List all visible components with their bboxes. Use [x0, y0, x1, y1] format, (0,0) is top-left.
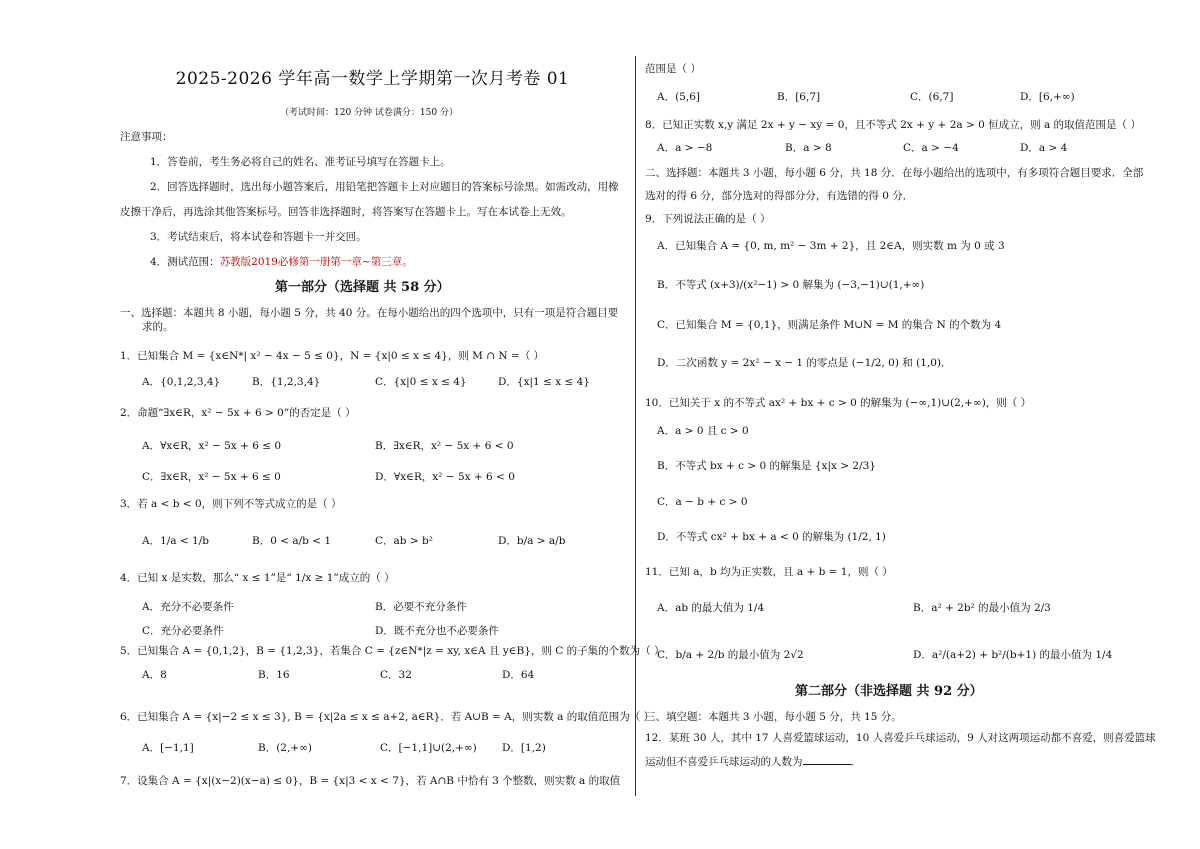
q11-option-c: C．b/a + 2/b 的最小值为 2√2 — [657, 649, 804, 661]
q7-stem-cont: 范围是（ ） — [645, 63, 701, 75]
q7-stem: 7．设集合 A = {x|(x−2)(x−a) ≤ 0}，B = {x|3 < x < 7}，若 A∩B 中恰有 3 个整数，则实数 a 的取值 — [120, 775, 621, 787]
q12-stem-cont — [645, 754, 861, 769]
q4-option-b: B．必要不充分条件 — [375, 601, 467, 613]
q11-option-b: B．a² + 2b² 的最小值为 2/3 — [913, 602, 1051, 614]
q5-stem: 5．已知集合 A = {0,1,2}，B = {1,2,3}，若集合 C = {z∈N*|z = xy, x∈A 且 y∈B}，则 C 的子集的个数为（ ） — [120, 645, 665, 657]
q5-option-a: A．8 — [142, 669, 167, 681]
q3-option-b: B．0 < a/b < 1 — [252, 535, 332, 547]
q5-option-b: B．16 — [258, 669, 290, 681]
q8-option-d: D．a > 4 — [1020, 142, 1068, 154]
q11-option-d: D．a²/(a+2) + b²/(b+1) 的最小值为 1/4 — [913, 649, 1113, 661]
section2-intro: 二、选择题：本题共 3 小题，每小题 6 分，共 18 分．在每小题给出的选项中，有多项符合题目要求．全部 — [645, 167, 1144, 179]
q10-option-b: B．不等式 bx + c > 0 的解集是 {x|x > 2/3} — [657, 460, 876, 472]
notes-heading: 注意事项： — [120, 131, 173, 143]
q3-option-d: D．b/a > a/b — [498, 535, 566, 547]
q12-stem: 12．某班 30 人，其中 17 人喜爱篮球运动，10 人喜爱乒乓球运动，9 人对这两项运动都不喜爱，则喜爱篮球 — [645, 732, 1156, 744]
column-divider — [635, 56, 636, 796]
note-3: 3．考试结束后，将本试卷和答题卡一并交回。 — [150, 231, 367, 243]
part1-intro-cont: 求的。 — [142, 321, 174, 333]
q4-stem: 4．已知 x 是实数，那么“ x ≤ 1”是“ 1/x ≥ 1”成立的（ ） — [120, 572, 395, 584]
q4-option-d: D．既不充分也不必要条件 — [375, 625, 499, 637]
q9-option-a: A．已知集合 A = {0, m, m² − 3m + 2}，且 2∈A，则实数 m 为 0 或 3 — [657, 240, 1005, 252]
q2-option-b: B．∃x∈R，x² − 5x + 6 < 0 — [375, 440, 514, 452]
q6-option-a: A．[−1,1] — [142, 742, 194, 754]
q8-option-c: C．a > −4 — [903, 142, 959, 154]
q11-option-a: A．ab 的最大值为 1/4 — [657, 602, 765, 614]
q6-option-c: C．[−1,1]∪(2,+∞) — [380, 742, 477, 754]
part1-title: 第一部分（选择题 共 58 分） — [275, 280, 450, 295]
part1-intro: 一、选择题：本题共 8 小题，每小题 5 分，共 40 分。在每小题给出的四个选项中，只有一项是符合题目要 — [120, 307, 619, 319]
q6-option-d: D．[1,2) — [502, 742, 546, 754]
section2-intro-cont: 选对的得 6 分，部分选对的得部分分，有选错的得 0 分． — [645, 190, 914, 202]
q6-option-b: B．(2,+∞) — [258, 742, 312, 754]
q5-option-d: D．64 — [502, 669, 535, 681]
q4-option-a: A．充分不必要条件 — [142, 601, 234, 613]
q9-option-c: C．已知集合 M = {0,1}，则满足条件 M∪N = M 的集合 N 的个数为 4 — [657, 319, 1002, 331]
q2-option-d: D．∀x∈R，x² − 5x + 6 < 0 — [375, 471, 515, 483]
q6-stem: 6．已知集合 A = {x|−2 ≤ x ≤ 3}, B = {x|2a ≤ x ≤ a+2, a∈R}．若 A∪B = A，则实数 a 的取值范围为（ ） — [120, 711, 655, 723]
q1-stem: 1．已知集合 M = {x∈N*| x² − 4x − 5 ≤ 0}，N = {x|0 ≤ x ≤ 4}，则 M ∩ N =（ ） — [120, 350, 545, 362]
q7-option-a: A．(5,6] — [657, 91, 700, 103]
q10-option-d: D．不等式 cx² + bx + a < 0 的解集为 (1/2, 1) — [657, 531, 886, 543]
note-2: 2．回答选择题时，选出每小题答案后，用铅笔把答题卡上对应题目的答案标号涂黑。如需改动，用橡 — [150, 181, 619, 193]
q1-option-c: C．{x|0 ≤ x ≤ 4} — [375, 376, 467, 388]
q1-option-a: A．{0,1,2,3,4} — [142, 376, 221, 388]
q1-option-d: D．{x|1 ≤ x ≤ 4} — [498, 376, 590, 388]
q9-stem: 9．下列说法正确的是（ ） — [645, 213, 771, 225]
q10-option-a: A．a > 0 且 c > 0 — [657, 425, 749, 437]
q8-stem: 8．已知正实数 x,y 满足 2x + y − xy = 0，且不等式 2x + y + 2a > 0 恒成立，则 a 的取值范围是（ ） — [645, 119, 1141, 131]
q3-option-a: A．1/a < 1/b — [142, 535, 209, 547]
q1-option-b: B．{1,2,3,4} — [252, 376, 321, 388]
q3-option-c: C．ab > b² — [375, 535, 433, 547]
q10-option-c: C．a − b + c > 0 — [657, 496, 748, 508]
section3-intro: 三、填空题：本题共 3 小题，每小题 5 分，共 15 分。 — [645, 711, 902, 723]
q7-option-b: B．[6,7] — [777, 91, 821, 103]
q7-option-c: C．(6,7] — [910, 91, 954, 103]
q10-stem: 10．已知关于 x 的不等式 ax² + bx + c > 0 的解集为 (−∞,1)∪(2,+∞)，则（ ） — [645, 397, 1032, 409]
q4-option-c: C．充分必要条件 — [142, 625, 224, 637]
scope-text: 苏教版2019必修第一册第一章~第三章。 — [219, 256, 413, 268]
q7-option-d: D．[6,+∞) — [1020, 91, 1075, 103]
q2-option-a: A．∀x∈R，x² − 5x + 6 ≤ 0 — [142, 440, 282, 452]
q2-stem: 2．命题“∃x∈R，x² − 5x + 6 > 0”的否定是（ ） — [120, 407, 356, 419]
scope-prefix: 4．测试范围： — [150, 256, 220, 268]
q3-stem: 3．若 a < b < 0，则下列不等式成立的是（ ） — [120, 498, 342, 510]
q8-option-b: B．a > 8 — [785, 142, 832, 154]
q5-option-c: C．32 — [380, 669, 412, 681]
part2-title: 第二部分（非选择题 共 92 分） — [795, 684, 983, 699]
q12-text: 运动但不喜爱乒乓球运动的人数为 — [645, 756, 803, 768]
q12-end: ． — [850, 756, 861, 768]
note-4 — [150, 255, 413, 269]
exam-meta: （考试时间：120 分钟 试卷满分：150 分） — [280, 108, 458, 118]
q9-option-d: D．二次函数 y = 2x² − x − 1 的零点是 (−1/2, 0) 和 (1,0)． — [657, 357, 952, 369]
note-1: 1．答卷前，考生务必将自己的姓名、准考证号填写在答题卡上。 — [150, 156, 451, 168]
note-2-cont: 皮擦干净后，再选涂其他答案标号。回答非选择题时，将答案写在答题卡上。写在本试卷上无效。 — [120, 206, 572, 218]
exam-title: 2025-2026 学年高一数学上学期第一次月考卷 01 — [175, 69, 570, 89]
answer-blank[interactable] — [803, 754, 851, 765]
q8-option-a: A．a > −8 — [657, 142, 713, 154]
q11-stem: 11．已知 a，b 均为正实数，且 a + b = 1，则（ ） — [645, 566, 893, 578]
q2-option-c: C．∃x∈R，x² − 5x + 6 ≤ 0 — [142, 471, 281, 483]
q9-option-b: B．不等式 (x+3)/(x²−1) > 0 解集为 (−3,−1)∪(1,+∞) — [657, 279, 925, 291]
